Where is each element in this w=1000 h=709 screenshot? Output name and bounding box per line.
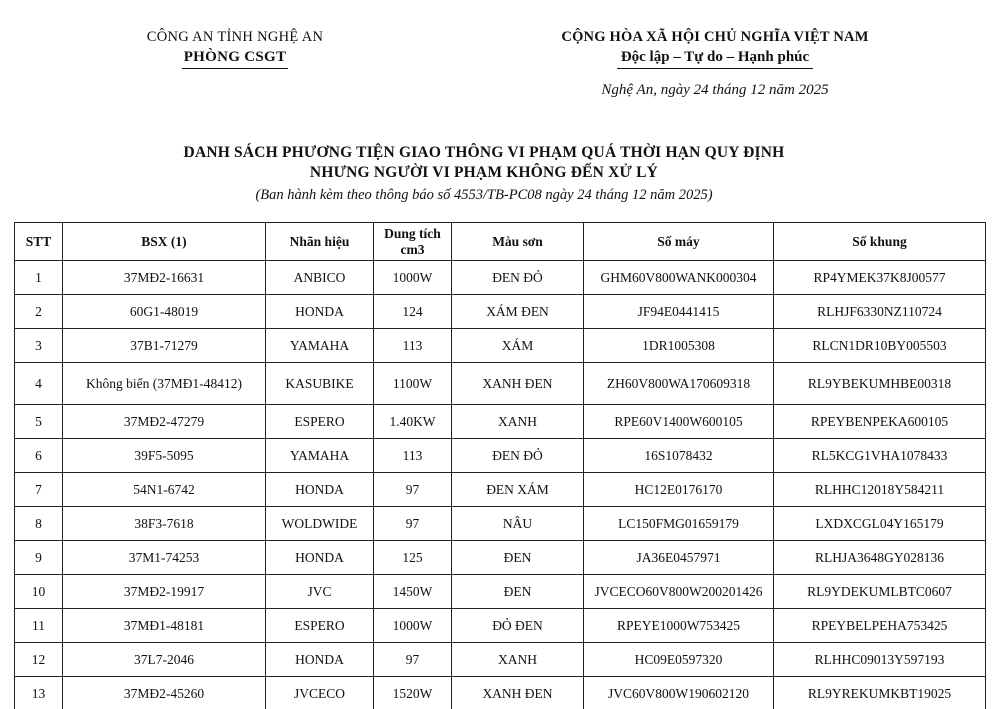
table-cell: 54N1-6742	[63, 473, 266, 507]
table-row	[15, 609, 986, 643]
table-row	[15, 643, 986, 677]
table-cell: 124	[374, 295, 452, 329]
table-cell: 1100W	[374, 363, 452, 405]
table-cell: RLHHC09013Y597193	[774, 643, 986, 677]
table-cell: XANH ĐEN	[452, 677, 584, 709]
table-row	[15, 261, 986, 295]
table-cell: YAMAHA	[266, 439, 374, 473]
table-cell: ESPERO	[266, 609, 374, 643]
table-body	[15, 261, 986, 709]
table-cell: JVCECO	[266, 677, 374, 709]
national-header-block	[500, 29, 930, 99]
table-cell: 1520W	[374, 677, 452, 709]
table-cell: 11	[15, 609, 63, 643]
table-cell: XÁM	[452, 329, 584, 363]
table-cell: RLHJF6330NZ110724	[774, 295, 986, 329]
table-cell: 37M1-74253	[63, 541, 266, 575]
table-cell: NÂU	[452, 507, 584, 541]
column-header: BSX (1)	[63, 223, 266, 261]
table-cell: HC09E0597320	[584, 643, 774, 677]
table-cell: XÁM ĐEN	[452, 295, 584, 329]
table-cell: ĐEN	[452, 541, 584, 575]
table-cell: 12	[15, 643, 63, 677]
table-cell: JF94E0441415	[584, 295, 774, 329]
table-cell: 125	[374, 541, 452, 575]
table-cell: JVC60V800W190602120	[584, 677, 774, 709]
table-row	[15, 541, 986, 575]
table-cell: 37MĐ1-48181	[63, 609, 266, 643]
violations-table	[14, 222, 986, 709]
table-cell: ĐỎ ĐEN	[452, 609, 584, 643]
table-cell: HONDA	[266, 295, 374, 329]
national-motto-line2: Độc lập – Tự do – Hạnh phúc	[617, 49, 813, 69]
org-parent-name: CÔNG AN TỈNH NGHỆ AN	[146, 29, 324, 45]
table-cell: KASUBIKE	[266, 363, 374, 405]
table-cell: RLCN1DR10BY005503	[774, 329, 986, 363]
table-cell: ĐEN	[452, 575, 584, 609]
table-cell: 1000W	[374, 261, 452, 295]
table-cell: GHM60V800WANK000304	[584, 261, 774, 295]
table-cell: 10	[15, 575, 63, 609]
table-cell: 1.40KW	[374, 405, 452, 439]
table-cell: 113	[374, 439, 452, 473]
table-cell: JA36E0457971	[584, 541, 774, 575]
table-cell: 37MĐ2-47279	[63, 405, 266, 439]
table-cell: ĐEN ĐỎ	[452, 261, 584, 295]
table-row	[15, 363, 986, 405]
national-motto-line1: CỘNG HÒA XÃ HỘI CHỦ NGHĨA VIỆT NAM	[561, 29, 869, 45]
table-cell: LXDXCGL04Y165179	[774, 507, 986, 541]
table-cell: 97	[374, 507, 452, 541]
table-cell: JVC	[266, 575, 374, 609]
table-cell: 37B1-71279	[63, 329, 266, 363]
table-row	[15, 677, 986, 709]
table-cell: RP4YMEK37K8J00577	[774, 261, 986, 295]
table-cell: 37MĐ2-16631	[63, 261, 266, 295]
table-cell: 39F5-5095	[63, 439, 266, 473]
table-row	[15, 507, 986, 541]
document-title-line2: NHƯNG NGƯỜI VI PHẠM KHÔNG ĐẾN XỬ LÝ	[309, 164, 659, 181]
table-row	[15, 473, 986, 507]
table-cell: 6	[15, 439, 63, 473]
document-subtitle: (Ban hành kèm theo thông báo số 4553/TB-PC08 ngày 24 tháng 12 năm 2025)	[255, 187, 713, 203]
table-cell: RPE60V1400W600105	[584, 405, 774, 439]
table-cell: 16S1078432	[584, 439, 774, 473]
column-header: Dung tích cm3	[374, 223, 452, 261]
table-cell: HONDA	[266, 643, 374, 677]
column-header: STT	[15, 223, 63, 261]
table-cell: 4	[15, 363, 63, 405]
table-row	[15, 575, 986, 609]
table-cell: 37MĐ2-45260	[63, 677, 266, 709]
table-cell: 1000W	[374, 609, 452, 643]
table-cell: ESPERO	[266, 405, 374, 439]
table-cell: YAMAHA	[266, 329, 374, 363]
column-header: Màu sơn	[452, 223, 584, 261]
table-cell: RLHHC12018Y584211	[774, 473, 986, 507]
table-cell: 13	[15, 677, 63, 709]
table-cell: RL5KCG1VHA1078433	[774, 439, 986, 473]
document-title-block	[0, 143, 968, 205]
table-cell: RL9YREKUMKBT19025	[774, 677, 986, 709]
table-cell: ANBICO	[266, 261, 374, 295]
table-cell: RL9YDEKUMLBTC0607	[774, 575, 986, 609]
table-cell: HONDA	[266, 541, 374, 575]
table-cell: 1	[15, 261, 63, 295]
table-cell: XANH ĐEN	[452, 363, 584, 405]
table-cell: 97	[374, 473, 452, 507]
table-cell: 113	[374, 329, 452, 363]
table-cell: HONDA	[266, 473, 374, 507]
table-cell: RPEYE1000W753425	[584, 609, 774, 643]
table-cell: 5	[15, 405, 63, 439]
table-header-row	[15, 223, 986, 261]
place-date-line: Nghệ An, ngày 24 tháng 12 năm 2025	[601, 82, 829, 98]
table-cell: 9	[15, 541, 63, 575]
table-cell: RPEYBENPEKA600105	[774, 405, 986, 439]
table-cell: 37MĐ2-19917	[63, 575, 266, 609]
issuing-org-block	[60, 29, 410, 69]
table-cell: ĐEN XÁM	[452, 473, 584, 507]
table-cell: 7	[15, 473, 63, 507]
table-cell: RPEYBELPEHA753425	[774, 609, 986, 643]
org-unit-name: PHÒNG CSGT	[182, 49, 289, 69]
document-title-line1: DANH SÁCH PHƯƠNG TIỆN GIAO THÔNG VI PHẠM QUÁ THỜI HẠN QUY ĐỊNH	[183, 144, 785, 161]
table-cell: 1450W	[374, 575, 452, 609]
column-header: Số khung	[774, 223, 986, 261]
table-cell: 97	[374, 643, 452, 677]
table-cell: RLHJA3648GY028136	[774, 541, 986, 575]
column-header: Số máy	[584, 223, 774, 261]
table-row	[15, 439, 986, 473]
table-cell: 37L7-2046	[63, 643, 266, 677]
table-cell: 1DR1005308	[584, 329, 774, 363]
table-cell: ĐEN ĐỎ	[452, 439, 584, 473]
table-cell: 38F3-7618	[63, 507, 266, 541]
table-row	[15, 295, 986, 329]
column-header: Nhãn hiệu	[266, 223, 374, 261]
table-row	[15, 405, 986, 439]
table-cell: HC12E0176170	[584, 473, 774, 507]
table-cell: RL9YBEKUMHBE00318	[774, 363, 986, 405]
table-cell: Không biển (37MĐ1-48412)	[63, 363, 266, 405]
table-cell: XANH	[452, 405, 584, 439]
table-cell: WOLDWIDE	[266, 507, 374, 541]
table-cell: XANH	[452, 643, 584, 677]
table-cell: ZH60V800WA170609318	[584, 363, 774, 405]
table-cell: LC150FMG01659179	[584, 507, 774, 541]
table-cell: 60G1-48019	[63, 295, 266, 329]
table-cell: 8	[15, 507, 63, 541]
table-cell: 3	[15, 329, 63, 363]
table-cell: JVCECO60V800W200201426	[584, 575, 774, 609]
table-row	[15, 329, 986, 363]
table-cell: 2	[15, 295, 63, 329]
